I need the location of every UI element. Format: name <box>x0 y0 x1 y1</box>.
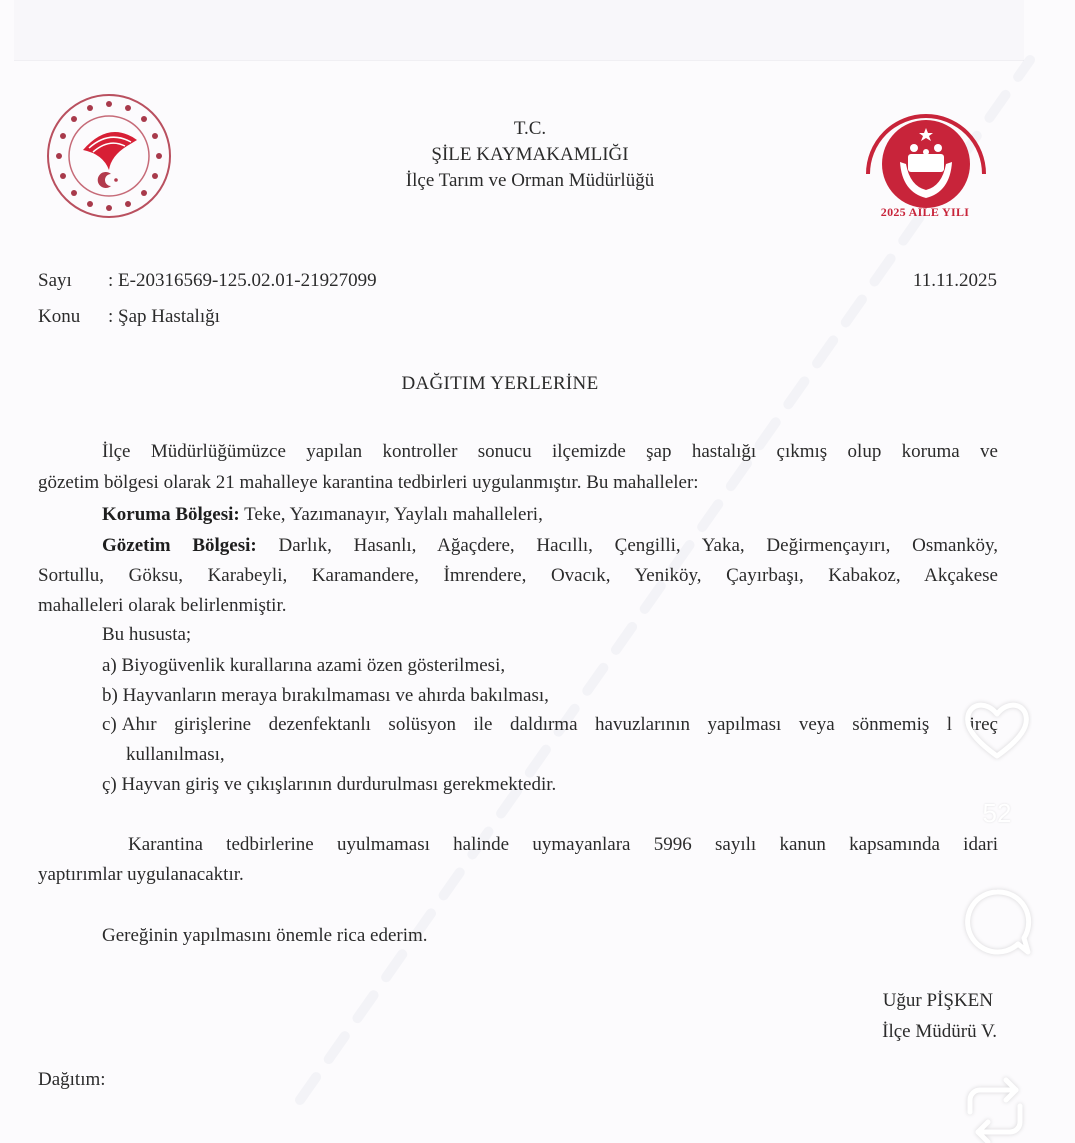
gozetim-text: Darlık, Hasanlı, Ağaçdere, Hacıllı, Çengilli, Yaka, Değirmençayırı, Osmanköy, <box>256 535 999 556</box>
gozetim-bolgesi-line <box>102 535 998 557</box>
gozetim-line-3: mahalleleri olarak belirlenmiştir. <box>38 595 287 616</box>
ministry-seal-icon <box>45 92 173 220</box>
list-item-cc <box>102 774 556 796</box>
sayi-value: : E-20316569-125.02.01-21927099 <box>108 270 377 291</box>
heart-icon[interactable] <box>962 696 1032 762</box>
letterhead <box>300 116 760 194</box>
list-marker: b) <box>102 685 118 706</box>
koruma-bolgesi-line <box>102 504 543 526</box>
list-text: Biyogüvenlik kurallarına azami özen gösterilmesi, <box>121 655 506 676</box>
gozetim-line-2: Sortullu, Göksu, Karabeyli, Karamandere, İmrendere, Ovacık, Yeniköy, Çayırbaşı, Kabakoz, Akçakese <box>38 565 998 586</box>
list-item-a <box>102 655 505 677</box>
list-marker: a) <box>102 655 117 676</box>
sayi-label: Sayı <box>38 270 72 291</box>
bu-hususta: Bu hususta; <box>102 624 192 645</box>
document-date: 11.11.2025 <box>912 270 997 291</box>
koruma-text: Teke, Yazımanayır, Yaylalı mahalleleri, <box>239 504 543 525</box>
body-paragraph-2-line-1: Karantina tedbirlerine uyulmaması halinde uymayanlara 5996 sayılı kanun kapsamında idari <box>128 834 998 855</box>
konu-label: Konu <box>38 306 81 327</box>
konu-value: : Şap Hastalığı <box>108 306 220 327</box>
list-text: Hayvan giriş ve çıkışlarının durdurulması gerekmektedir. <box>121 774 557 795</box>
distribution-label: Dağıtım: <box>38 1069 106 1090</box>
letterhead-department: İlçe Tarım ve Orman Müdürlüğü <box>405 170 655 191</box>
list-item-c <box>102 714 998 736</box>
list-text: Hayvanların meraya bırakılmaması ve ahırda bakılması, <box>122 685 549 706</box>
closing-sentence: Gereğinin yapılmasını önemle rica ederim. <box>102 925 428 946</box>
letterhead-tc: T.C. <box>513 118 547 139</box>
family-year-emblem-icon <box>862 92 990 222</box>
signatory-name: Uğur PİŞKEN <box>882 990 993 1011</box>
list-text: Ahır girişlerine dezenfektanlı solüsyon ile daldırma havuzlarının yapılması veya sönmemiş l ireç <box>121 714 998 735</box>
list-marker: c) <box>102 714 117 735</box>
body-paragraph-1-line-2: gözetim bölgesi olarak 21 mahalleye karantina tedbirleri uygulanmıştır. Bu mahalleler: <box>38 472 699 493</box>
body-paragraph-1-line-1: İlçe Müdürlüğümüzce yapılan kontroller sonucu ilçemizde şap hastalığı çıkmış olup koruma ve <box>102 441 998 462</box>
list-item-b <box>102 685 549 707</box>
signatory-title: İlçe Müdürü V. <box>882 1021 997 1042</box>
body-paragraph-2-line-2: yaptırımlar uygulanacaktır. <box>38 864 244 885</box>
family-year-caption: 2025 AİLE YILI <box>880 205 970 219</box>
letterhead-office: ŞİLE KAYMAKAMLIĞI <box>431 144 629 165</box>
koruma-label: Koruma Bölgesi: <box>102 504 240 525</box>
recipient-heading: DAĞITIM YERLERİNE <box>401 373 599 394</box>
gozetim-label: Gözetim Bölgesi: <box>102 535 257 556</box>
comment-icon[interactable] <box>958 884 1036 960</box>
list-item-c-continuation: kullanılması, <box>126 744 225 765</box>
repost-icon[interactable] <box>960 1072 1030 1143</box>
list-marker: ç) <box>102 774 117 795</box>
like-count: 52 <box>982 798 1012 828</box>
